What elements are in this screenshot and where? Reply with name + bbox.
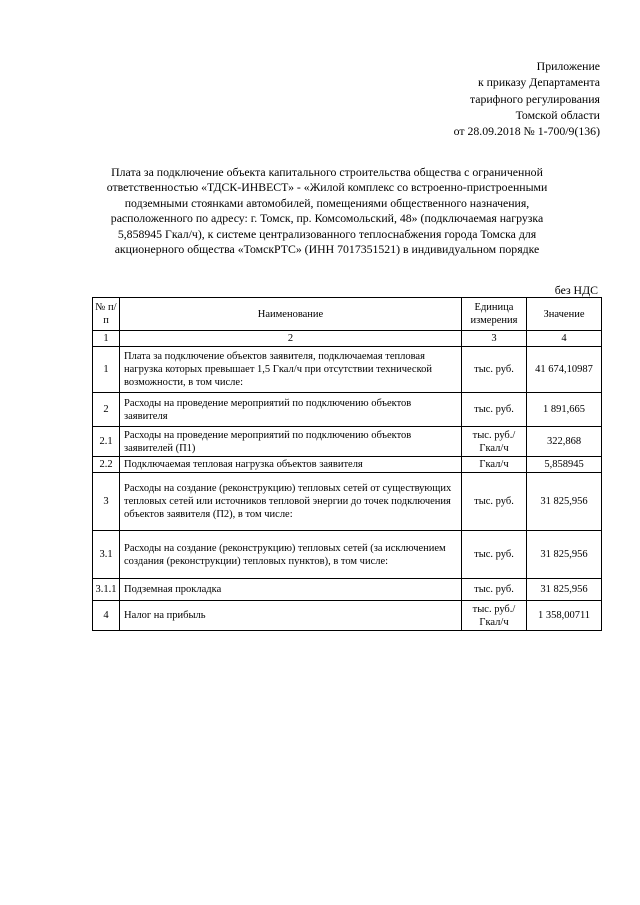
appendix-line: Приложение (536, 59, 600, 73)
row-value: 31 825,956 (527, 579, 602, 601)
appendix-line: тарифного регулирования (469, 91, 600, 106)
table-index-row (93, 331, 602, 347)
row-num: 2.1 (93, 427, 120, 457)
row-num: 3 (93, 473, 120, 531)
row-value: 322,868 (527, 427, 602, 457)
title-line: расположенного по адресу: г. Томск, пр. Комсомольский, 48» (подключаемая нагрузка (110, 211, 544, 226)
row-unit: тыс. руб. (462, 347, 527, 393)
row-value: 31 825,956 (527, 531, 602, 579)
tariff-table (92, 297, 602, 631)
row-name: Расходы на проведение мероприятий по подключению объектов заявителя (120, 393, 462, 427)
row-name: Расходы на проведение мероприятий по подключению объектов заявителей (П1) (120, 427, 462, 457)
row-unit: Гкал/ч (462, 457, 527, 473)
document-title (60, 165, 594, 257)
row-num: 2 (93, 393, 120, 427)
table-row (93, 531, 602, 579)
index-cell: 2 (120, 331, 462, 347)
title-line: ответственностью «ТДСК-ИНВЕСТ» - «Жилой комплекс со встроенно-пристроенными (106, 180, 548, 195)
table-row (93, 347, 602, 393)
row-value: 1 891,665 (527, 393, 602, 427)
row-num: 4 (93, 601, 120, 631)
table-row (93, 457, 602, 473)
row-name: Налог на прибыль (120, 601, 462, 631)
table-row (93, 579, 602, 601)
row-unit: тыс. руб. (462, 473, 527, 531)
row-unit: тыс. руб. (462, 531, 527, 579)
row-name: Расходы на создание (реконструкцию) тепловых сетей от существующих тепловых сетей или источников тепловой энергии до точек подключения объектов заявителя (П2), в том числе: (120, 473, 462, 531)
index-cell: 3 (462, 331, 527, 347)
title-line: подземными стоянками автомобилей, помещениями общественного назначения, (124, 195, 530, 210)
row-name: Плата за подключение объектов заявителя, подключаемая тепловая нагрузка которых превышает 1,5 Гкал/ч при отсутствии технической возможности, в том числе: (120, 347, 462, 393)
row-value: 1 358,00711 (527, 601, 602, 631)
row-unit: тыс. руб./ Гкал/ч (462, 427, 527, 457)
row-value: 31 825,956 (527, 473, 602, 531)
header-value: Значение (527, 298, 602, 331)
appendix-header (454, 58, 600, 139)
vat-note: без НДС (554, 283, 598, 297)
row-num: 3.1 (93, 531, 120, 579)
row-name: Расходы на создание (реконструкцию) тепловых сетей (за исключением создания (реконструкции) тепловых пунктов), в том числе: (120, 531, 462, 579)
row-num: 2.2 (93, 457, 120, 473)
row-unit: тыс. руб. (462, 579, 527, 601)
title-line: Плата за подключение объекта капитального строительства общества с ограниченной (111, 165, 543, 179)
header-name: Наименование (120, 298, 462, 331)
table-row (93, 427, 602, 457)
row-unit: тыс. руб. (462, 393, 527, 427)
row-value: 41 674,10987 (527, 347, 602, 393)
row-unit: тыс. руб./ Гкал/ч (462, 601, 527, 631)
appendix-line: от 28.09.2018 № 1-700/9(136) (453, 124, 600, 139)
index-cell: 1 (93, 331, 120, 347)
row-value: 5,858945 (527, 457, 602, 473)
index-cell: 4 (527, 331, 602, 347)
title-line: акционерного общества «ТомскРТС» (ИНН 7017351521) в индивидуальном порядке (114, 242, 540, 257)
header-unit: Единица измерения (462, 298, 527, 331)
appendix-line: Томской области (515, 107, 600, 122)
table-row (93, 601, 602, 631)
table-row (93, 473, 602, 531)
title-line: 5,858945 Гкал/ч), к системе централизованного теплоснабжения города Томска для (117, 226, 537, 241)
table-row (93, 393, 602, 427)
row-name: Подключаемая тепловая нагрузка объектов заявителя (120, 457, 462, 473)
header-num: № п/п (93, 298, 120, 331)
appendix-line: к приказу Департамента (477, 75, 600, 90)
row-num: 1 (93, 347, 120, 393)
row-num: 3.1.1 (93, 579, 120, 601)
table-header-row (93, 298, 602, 331)
row-name: Подземная прокладка (120, 579, 462, 601)
